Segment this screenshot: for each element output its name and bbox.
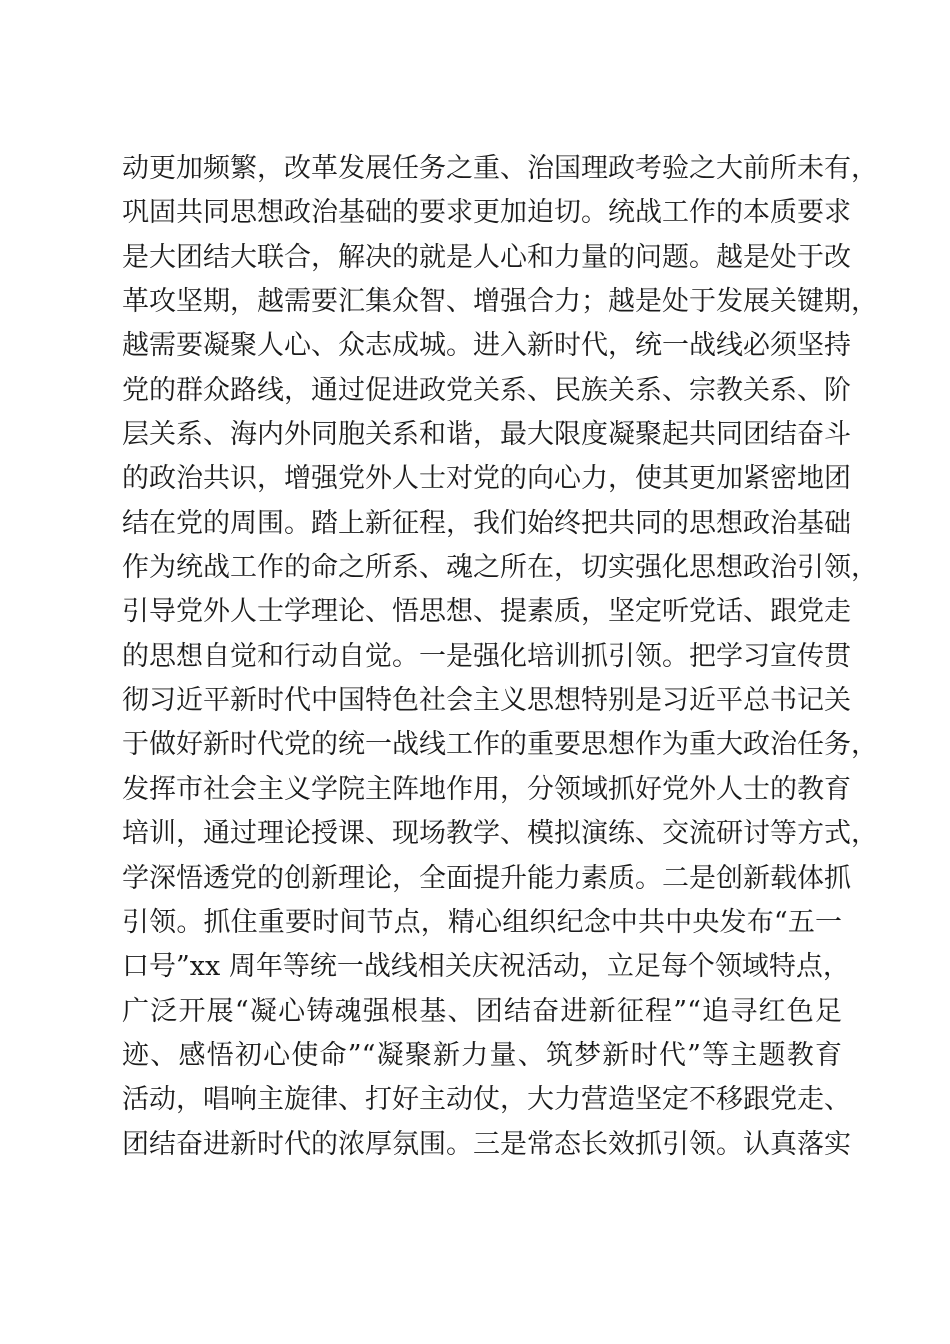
text-line-9: 结在党的周围。踏上新征程，我们始终把共同的思想政治基础 [122, 507, 851, 539]
text-line-3: 是大团结大联合，解决的就是人心和力量的问题。越是处于改 [122, 241, 851, 273]
text-line-11: 引导党外人士学理论、悟思想、提素质，坚定听党话、跟党走 [122, 596, 851, 628]
text-line-20: 广泛开展“凝心铸魂强根基、团结奋进新征程”“追寻红色足 [122, 995, 842, 1027]
text-line-5: 越需要凝聚人心、众志成城。进入新时代，统一战线必须坚持 [122, 330, 851, 362]
text-line-2: 巩固共同思想政治基础的要求更加迫切。统战工作的本质要求 [122, 197, 851, 229]
text-line-22: 活动，唱响主旋律、打好主动仗，大力营造坚定不移跟党走、 [122, 1084, 851, 1116]
text-line-10: 作为统战工作的命之所系、魂之所在，切实强化思想政治引领， [122, 552, 878, 584]
text-line-18: 引领。抓住重要时间节点，精心组织纪念中共中央发布“五一 [122, 906, 842, 938]
body-paragraph [122, 147, 878, 1167]
text-line-23: 团结奋进新时代的浓厚氛围。三是常态长效抓引领。认真落实 [122, 1128, 851, 1160]
text-line-17: 学深悟透党的创新理论，全面提升能力素质。二是创新载体抓 [122, 862, 851, 894]
text-line-21: 迹、感悟初心使命”“凝聚新力量、筑梦新时代”等主题教育 [122, 1039, 842, 1071]
text-line-4: 革攻坚期，越需要汇集众智、增强合力；越是处于发展关键期， [122, 286, 878, 318]
text-line-13: 彻习近平新时代中国特色社会主义思想特别是习近平总书记关 [122, 685, 851, 717]
text-line-14: 于做好新时代党的统一战线工作的重要思想作为重大政治任务， [122, 729, 878, 761]
text-line-16: 培训，通过理论授课、现场教学、模拟演练、交流研讨等方式， [122, 818, 878, 850]
text-line-15: 发挥市社会主义学院主阵地作用，分领域抓好党外人士的教育 [122, 773, 851, 805]
text-line-8: 的政治共识，增强党外人士对党的向心力，使其更加紧密地团 [122, 463, 851, 495]
text-line-6: 党的群众路线，通过促进政党关系、民族关系、宗教关系、阶 [122, 374, 851, 406]
text-line-1: 动更加频繁，改革发展任务之重、治国理政考验之大前所未有， [122, 153, 878, 184]
text-line-12: 的思想自觉和行动自觉。一是强化培训抓引领。把学习宣传贯 [122, 640, 851, 672]
text-line-7: 层关系、海内外同胞关系和谐，最大限度凝聚起共同团结奋斗 [122, 419, 851, 451]
text-line-19: 口号”xx 周年等统一战线相关庆祝活动，立足每个领域特点， [122, 951, 850, 983]
